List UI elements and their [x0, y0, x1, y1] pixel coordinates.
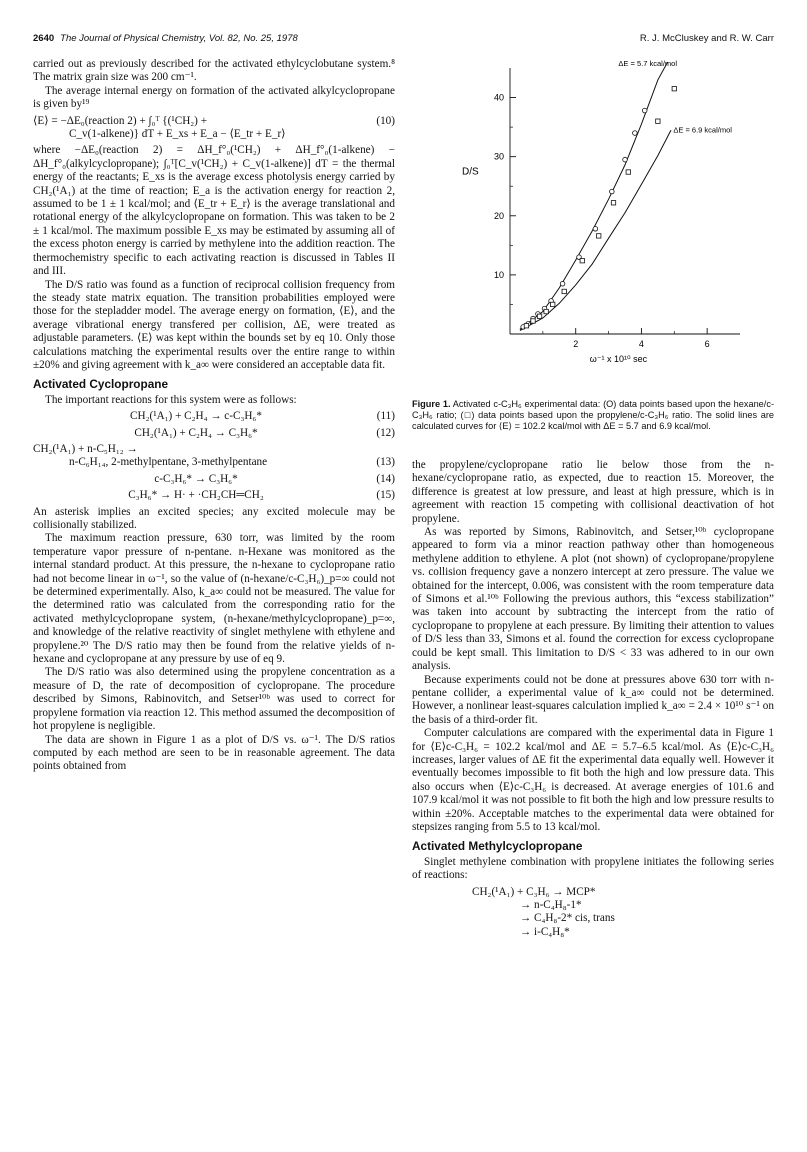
- data-point-square: [656, 119, 660, 123]
- equation-number: (11): [376, 410, 395, 423]
- data-point-square: [597, 234, 601, 238]
- section-heading: Activated Methylcyclopropane: [412, 839, 583, 854]
- data-point-square: [562, 289, 566, 293]
- equation-12: [33, 427, 395, 440]
- data-point-square: [531, 319, 535, 323]
- header-authors: R. J. McCluskey and R. W. Carr: [639, 33, 774, 44]
- paragraph: As was reported by Simons, Rabinovitch, and Setser,¹⁰ᵇ cyclopropane appeared to form via a minor reaction pathway other than homogeneous methylene addition to ethylene. A plot (not shown) of cyclopropane/propylene vs. collision frequency gave a nonzero intercept at zero pressure. The value we obtained for the intercept, 0.006, was consistent with the room temperature data of Simons et al.¹⁰ᵇ Following the previous authors, this “excess stabilization” was taken into account by subtracting the intercept from the ratio of cyclopropane to propylene at each pressure. By limiting their attention to values of D/S less than 33, Simons et al. found the correction for excess cyclopropane could be kept small. This limitation to D/S < 33 was adhered to in our own analysis.: [412, 526, 774, 673]
- equation-10: [33, 115, 395, 142]
- paragraph: where −ΔE₀(reaction 2) = ΔH_f°₀(¹CH₂) + ΔH_f°₀(1-alkene) − ΔH_f°₀(alkylcyclopropane); ∫₀ᵀ[C_v(¹CH₂) + C_v(1-alkene)] dT = the thermal energy of the reactants; E_xs is the average excess photolysis energy carried by CH₂(¹A₁) at the time of reaction; E_a is the activation energy for reaction 2, assumed to be 1 ± 1 kcal/mol; and ⟨E_tr + E_r⟩ is the average translational and rotational energy of the alkylcyclopropane on formation. This was taken to be 2 ± 1 kcal/mol. The maximum possible E_xs may be estimated by assuming all of the excess photon energy is carried by methylene into the addition reaction. The thermochemistry specific to each activating reaction is discussed in Tables II and III.: [33, 144, 395, 278]
- running-header: [33, 33, 774, 47]
- data-point-square: [551, 302, 555, 306]
- reaction-line: → C₄H₈-2* cis, trans: [520, 912, 615, 925]
- data-point-square: [580, 259, 584, 263]
- x-tick-label: 4: [638, 339, 644, 349]
- data-point-square: [537, 314, 541, 318]
- curve-label: ΔE = 6.9 kcal/mol: [673, 125, 732, 135]
- data-point-square: [626, 170, 630, 174]
- data-point-circle: [633, 131, 638, 136]
- equation-line: n-C₆H₁₄, 2-methylpentane, 3-methylpentane: [69, 456, 268, 469]
- paragraph: The average internal energy on formation of the activated alkylcyclopropane is given by¹⁹: [33, 84, 395, 111]
- equation-11: [33, 410, 395, 423]
- y-tick-label: 30: [493, 151, 504, 162]
- paragraph: Singlet methylene combination with propylene initiates the following series of reactions:: [412, 855, 774, 882]
- reaction-line: → i-C₄H₈*: [520, 925, 570, 938]
- figure-1: [420, 58, 774, 398]
- equation-text: c-C₃H₆* → C₃H₆*: [154, 472, 238, 485]
- left-column: [33, 58, 395, 774]
- equation-number: (10): [376, 114, 395, 127]
- equation-number: (15): [376, 489, 395, 502]
- equation-number: (14): [376, 472, 395, 485]
- chart-svg: [420, 58, 774, 398]
- data-point-circle: [623, 157, 628, 162]
- equation-14: [33, 473, 395, 486]
- x-tick-label: 6: [704, 339, 710, 349]
- paragraph: The data are shown in Figure 1 as a plot of D/S vs. ω⁻¹. The D/S ratios computed by each method are seen to be in reasonable agreement. The data points obtained from: [33, 733, 395, 773]
- equation-line: ⟨E⟩ = −ΔE₀(reaction 2) + ∫₀ᵀ {(¹CH₂) +: [33, 114, 208, 127]
- equation-line: C_v(1-alkene)} dT + E_xs + E_a − ⟨E_tr + E_r⟩: [69, 128, 286, 141]
- data-point-square: [672, 86, 676, 90]
- paragraph: The D/S ratio was also determined using the propylene concentration as a measure of D, the rate of decomposition of cyclopropane. The procedure described by Simons, Rabinovitch, and Setser¹⁰ᵇ was used to correct for propylene formation via reaction 12. This method assumed the decomposition of hot propylene is negligible.: [33, 666, 395, 733]
- journal-name: The Journal of Physical Chemistry, Vol. 82, No. 25, 1978: [60, 33, 298, 44]
- data-point-circle: [560, 281, 565, 286]
- reaction-line: CH₂(¹A₁) + C₃H₆ → MCP*: [472, 885, 596, 898]
- paragraph: The maximum reaction pressure, 630 torr, was limited by the room temperature vapor pressure of n-pentane. n-Hexane was monitored as the internal standard product. At this pressure, the n-hexane to cyclopropane ratio had not become linear in ω⁻¹, so the value of (n-hexane/c-C₃H₆)_p=∞ could not be determined experimentally. Also, k_a∞ could not be measured. The value for the determined ratio was calculated from the corresponding ratio for the activated methylcyclopropane system, (n-hexane/methylcyclopropane)_p=∞, and knowledge of the relative reactivity of singlet methylene with ethylene and propylene.²⁰ The D/S ratio may then be found from the relative yields of n-hexane and cyclopropane at any pressure by use of eq 9.: [33, 532, 395, 666]
- paragraph: The D/S ratio was found as a function of reciprocal collision frequency from the steady state matrix equation. The transition probabilities employed were those for the stepladder model. The average energy on formation, ⟨E⟩, and the average vibrational energy transfered per collision, ΔE, were treated as adjustable parameters. ⟨E⟩ was kept within the bounds set by eq 10. Only those calculations matching the experimental results over the entire range to within ±20% and giving agreement with k_a∞ were considered an acceptable data fit.: [33, 278, 395, 371]
- equation-number: (12): [376, 426, 395, 439]
- y-axis-label: D/S: [462, 166, 479, 178]
- data-point-square: [524, 324, 528, 328]
- equation-15: [33, 489, 395, 502]
- paragraph: An asterisk implies an excited species; any excited molecule may be collisionally stabilized.: [33, 505, 395, 531]
- reaction-scheme: [412, 886, 774, 940]
- data-point-square: [611, 201, 615, 205]
- paragraph: Because experiments could not be done at pressures above 630 torr with n-pentane collider, a experimental value of k_a∞ could not be determined. However, a nonlinear least-squares calculation implied k_a∞ = 2.4 × 10¹⁰ s⁻¹ on the basis of a third-order fit.: [412, 673, 774, 726]
- data-point-circle: [642, 108, 647, 113]
- caption-text: Activated c-C₃H₆ experimental data: (O) data points based upon the hexane/c-C₃H₆ ratio; (□) data points based upon the propylene/c-C₃H₆ ratio. The solid lines are calculated curves for ⟨E⟩ = 102.2 kcal/mol with ΔE = 5.7 and 6.9 kcal/mol.: [412, 399, 774, 431]
- equation-number: (13): [376, 456, 395, 469]
- curve-label: ΔE = 5.7 kcal/mol: [618, 59, 678, 68]
- figure-caption: [412, 399, 774, 432]
- data-point-circle: [610, 189, 615, 194]
- equation-text: CH₂(¹A₁) + C₂H₄ → c-C₃H₆*: [130, 410, 262, 423]
- paragraph: The important reactions for this system were as follows:: [45, 393, 297, 406]
- header-left: [33, 33, 298, 44]
- x-axis-label: ω⁻¹ x 10¹⁰ sec: [589, 354, 648, 364]
- paragraph: the propylene/cyclopropane ratio lie below those from the n-hexane/cyclopropane ratio, as expected, due to reaction 15. Moreover, the difference is greatest at low pressure, and least at high pressure, which is in agreement with reaction 15 competing with collisional deactivation of hot propylene.: [412, 459, 774, 525]
- calculated-curve: [520, 62, 668, 329]
- y-tick-label: 10: [493, 269, 504, 280]
- equation-text: C₃H₆* → H· + ·CH₂CH═CH₂: [128, 489, 264, 502]
- equation-13: [33, 443, 395, 470]
- page-number: 2640: [33, 33, 55, 44]
- right-column: [412, 459, 774, 942]
- equation-line: CH₂(¹A₁) + n-C₅H₁₂ →: [33, 442, 138, 455]
- equation-text: CH₂(¹A₁) + C₂H₄ → C₃H₆*: [134, 426, 258, 439]
- caption-label: Figure 1.: [412, 399, 451, 409]
- paragraph: Computer calculations are compared with the experimental data in Figure 1 for ⟨E⟩c-C₃H₆ = 102.2 kcal/mol and ΔE = 5.7–6.5 kcal/mol. As ⟨E⟩c-C₃H₆ increases, larger values of ΔE fit the experimental data equally well. However it eventually becomes impossible to fit both the high and low pressure data. This also occurs when ⟨E⟩c-C₃H₆ is decreased. At average energies of 101.6 and 107.9 kcal/mol it was not possible to fit both the high and low pressure results to within ±20%. Acceptable matches to the experimental data were obtained for stepsizes ranging from 5.5 to 13 kcal/mol.: [412, 727, 774, 833]
- section-heading: Activated Cyclopropane: [33, 377, 169, 392]
- data-point-circle: [593, 226, 598, 231]
- data-point-square: [544, 309, 548, 313]
- y-tick-label: 40: [493, 92, 504, 103]
- reaction-line: → n-C₄H₈-1*: [520, 898, 582, 911]
- x-tick-label: 2: [573, 339, 579, 349]
- y-tick-label: 20: [493, 210, 504, 221]
- paragraph: carried out as previously described for the activated ethylcyclobutane system.⁸ The matrix grain size was 200 cm⁻¹.: [33, 58, 395, 84]
